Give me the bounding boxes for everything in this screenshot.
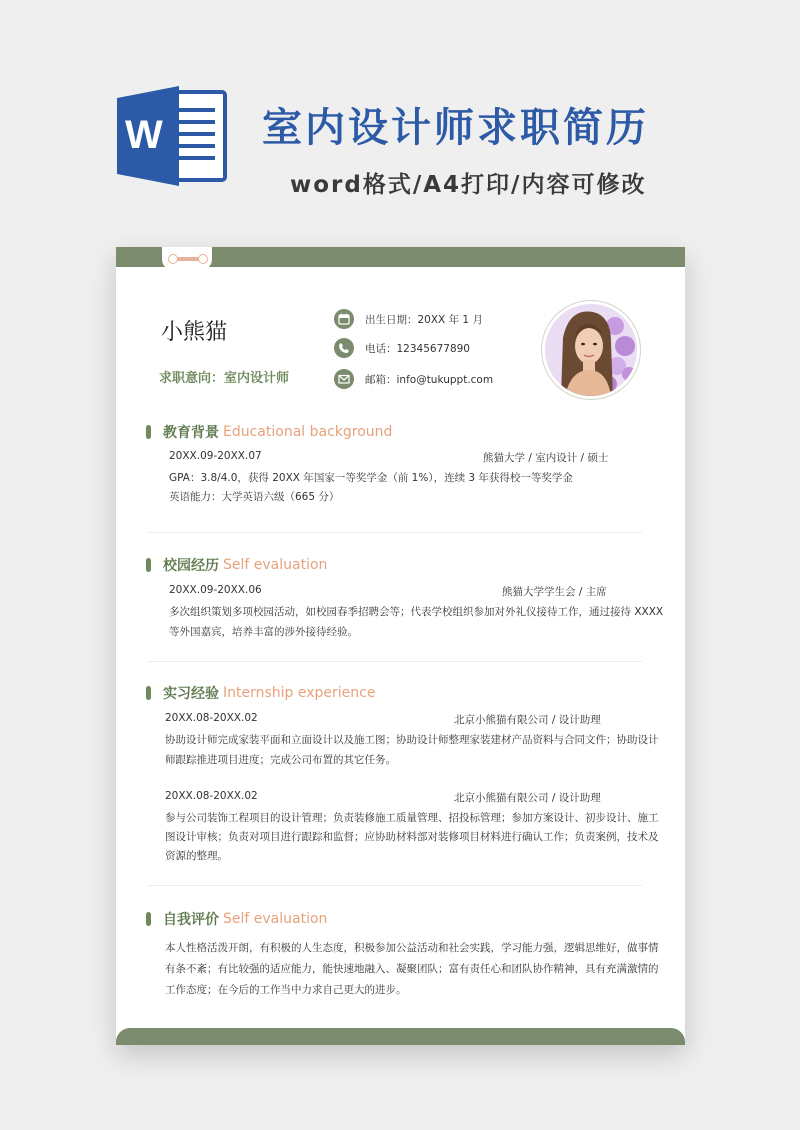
job2-period: 20XX.08-20XX.02 — [165, 790, 258, 802]
divider — [148, 532, 642, 533]
education-school: 熊猫大学 / 室内设计 / 硕士 — [483, 452, 609, 464]
education-gpa: GPA：3.8/4.0，获得 20XX 年国家一等奖学金（前 1%），连续 3 年获得校一等奖学金 — [169, 472, 573, 484]
section-title-en: Educational background — [223, 424, 393, 440]
campus-desc-2: 等外国嘉宾，培养丰富的涉外接待经验。 — [169, 626, 358, 638]
section-title-en: Self evaluation — [223, 911, 328, 927]
section-marker — [146, 686, 151, 700]
job1-desc-1: 协助设计师完成家装平面和立面设计以及施工图；协助设计师整理家装建材产品资料与合同文件；协助设计 — [165, 734, 659, 746]
bottom-bar — [116, 1028, 685, 1045]
divider — [148, 885, 642, 886]
job2-desc-1: 参与公司装饰工程项目的设计管理；负责装修施工质量管理、招投标管理；参加方案设计、初步设计、施工 — [165, 812, 659, 824]
self-desc-2: 有条不紊；有比较强的适应能力，能快速地融入、凝聚团队；富有责任心和团队协作精神，具有充满激情的 — [165, 963, 659, 975]
word-logo-letter: W — [125, 113, 163, 157]
phone-icon — [334, 338, 354, 358]
section-marker — [146, 912, 151, 926]
job-objective: 求职意向：室内设计师 — [159, 371, 290, 386]
job1-desc-2: 师跟踪推进项目进度；完成公司布置的其它任务。 — [165, 754, 396, 766]
divider — [148, 661, 642, 662]
section-internship-header — [146, 683, 375, 703]
mail-icon — [334, 369, 354, 389]
self-desc-3: 工作态度；在今后的工作当中力求自己更大的进步。 — [165, 984, 407, 996]
section-title-cn: 教育背景 — [163, 425, 219, 441]
birth-date: 出生日期：20XX 年 1 月 — [365, 313, 483, 326]
candidate-name: 小熊猫 — [161, 320, 228, 345]
campus-desc-1: 多次组织策划多项校园活动，如校园春季招聘会等；代表学校组织参加对外礼仪接待工作，通过接待 XXXX — [169, 606, 664, 618]
banner-title: 室内设计师求职简历 — [262, 105, 649, 151]
section-title-cn: 校园经历 — [163, 558, 219, 574]
phone-row — [334, 337, 470, 359]
job1-period: 20XX.08-20XX.02 — [165, 712, 258, 724]
education-english: 英语能力：大学英语六级（665 分） — [169, 491, 340, 503]
campus-org: 熊猫大学学生会 / 主席 — [502, 586, 607, 598]
section-marker — [146, 425, 151, 439]
phone-number: 电话：12345677890 — [365, 342, 470, 355]
section-title-cn: 实习经验 — [163, 686, 219, 702]
job2-company: 北京小熊猫有限公司 / 设计助理 — [454, 792, 601, 804]
word-logo-icon — [117, 86, 227, 186]
campus-period: 20XX.09-20XX.06 — [169, 584, 262, 596]
email-address: 邮箱：info@tukuppt.com — [365, 373, 494, 386]
education-period: 20XX.09-20XX.07 — [169, 450, 262, 462]
job2-desc-3: 资源的整理。 — [165, 850, 228, 862]
calendar-icon — [334, 309, 354, 329]
avatar — [541, 300, 641, 400]
email-row — [334, 368, 493, 390]
section-title-en: Internship experience — [223, 685, 376, 701]
section-education-header — [146, 422, 392, 442]
birth-row — [334, 308, 483, 330]
job2-desc-2: 图设计审核；负责对项目进行跟踪和监督；应协助材料部对装修项目材料进行确认工作；负责案例，技术及 — [165, 831, 659, 843]
resume-page — [116, 247, 685, 1045]
job1-company: 北京小熊猫有限公司 / 设计助理 — [454, 714, 601, 726]
section-marker — [146, 558, 151, 572]
section-title-en: Self evaluation — [223, 557, 328, 573]
section-self-header — [146, 909, 327, 929]
binder-clip-icon — [172, 257, 204, 261]
section-campus-header — [146, 555, 327, 575]
self-desc-1: 本人性格活泼开朗，有积极的人生态度，积极参加公益活动和社会实践，学习能力强，逻辑思维好，做事情 — [165, 942, 659, 954]
section-title-cn: 自我评价 — [163, 912, 219, 928]
banner-subtitle: word格式/A4打印/内容可修改 — [290, 172, 647, 198]
